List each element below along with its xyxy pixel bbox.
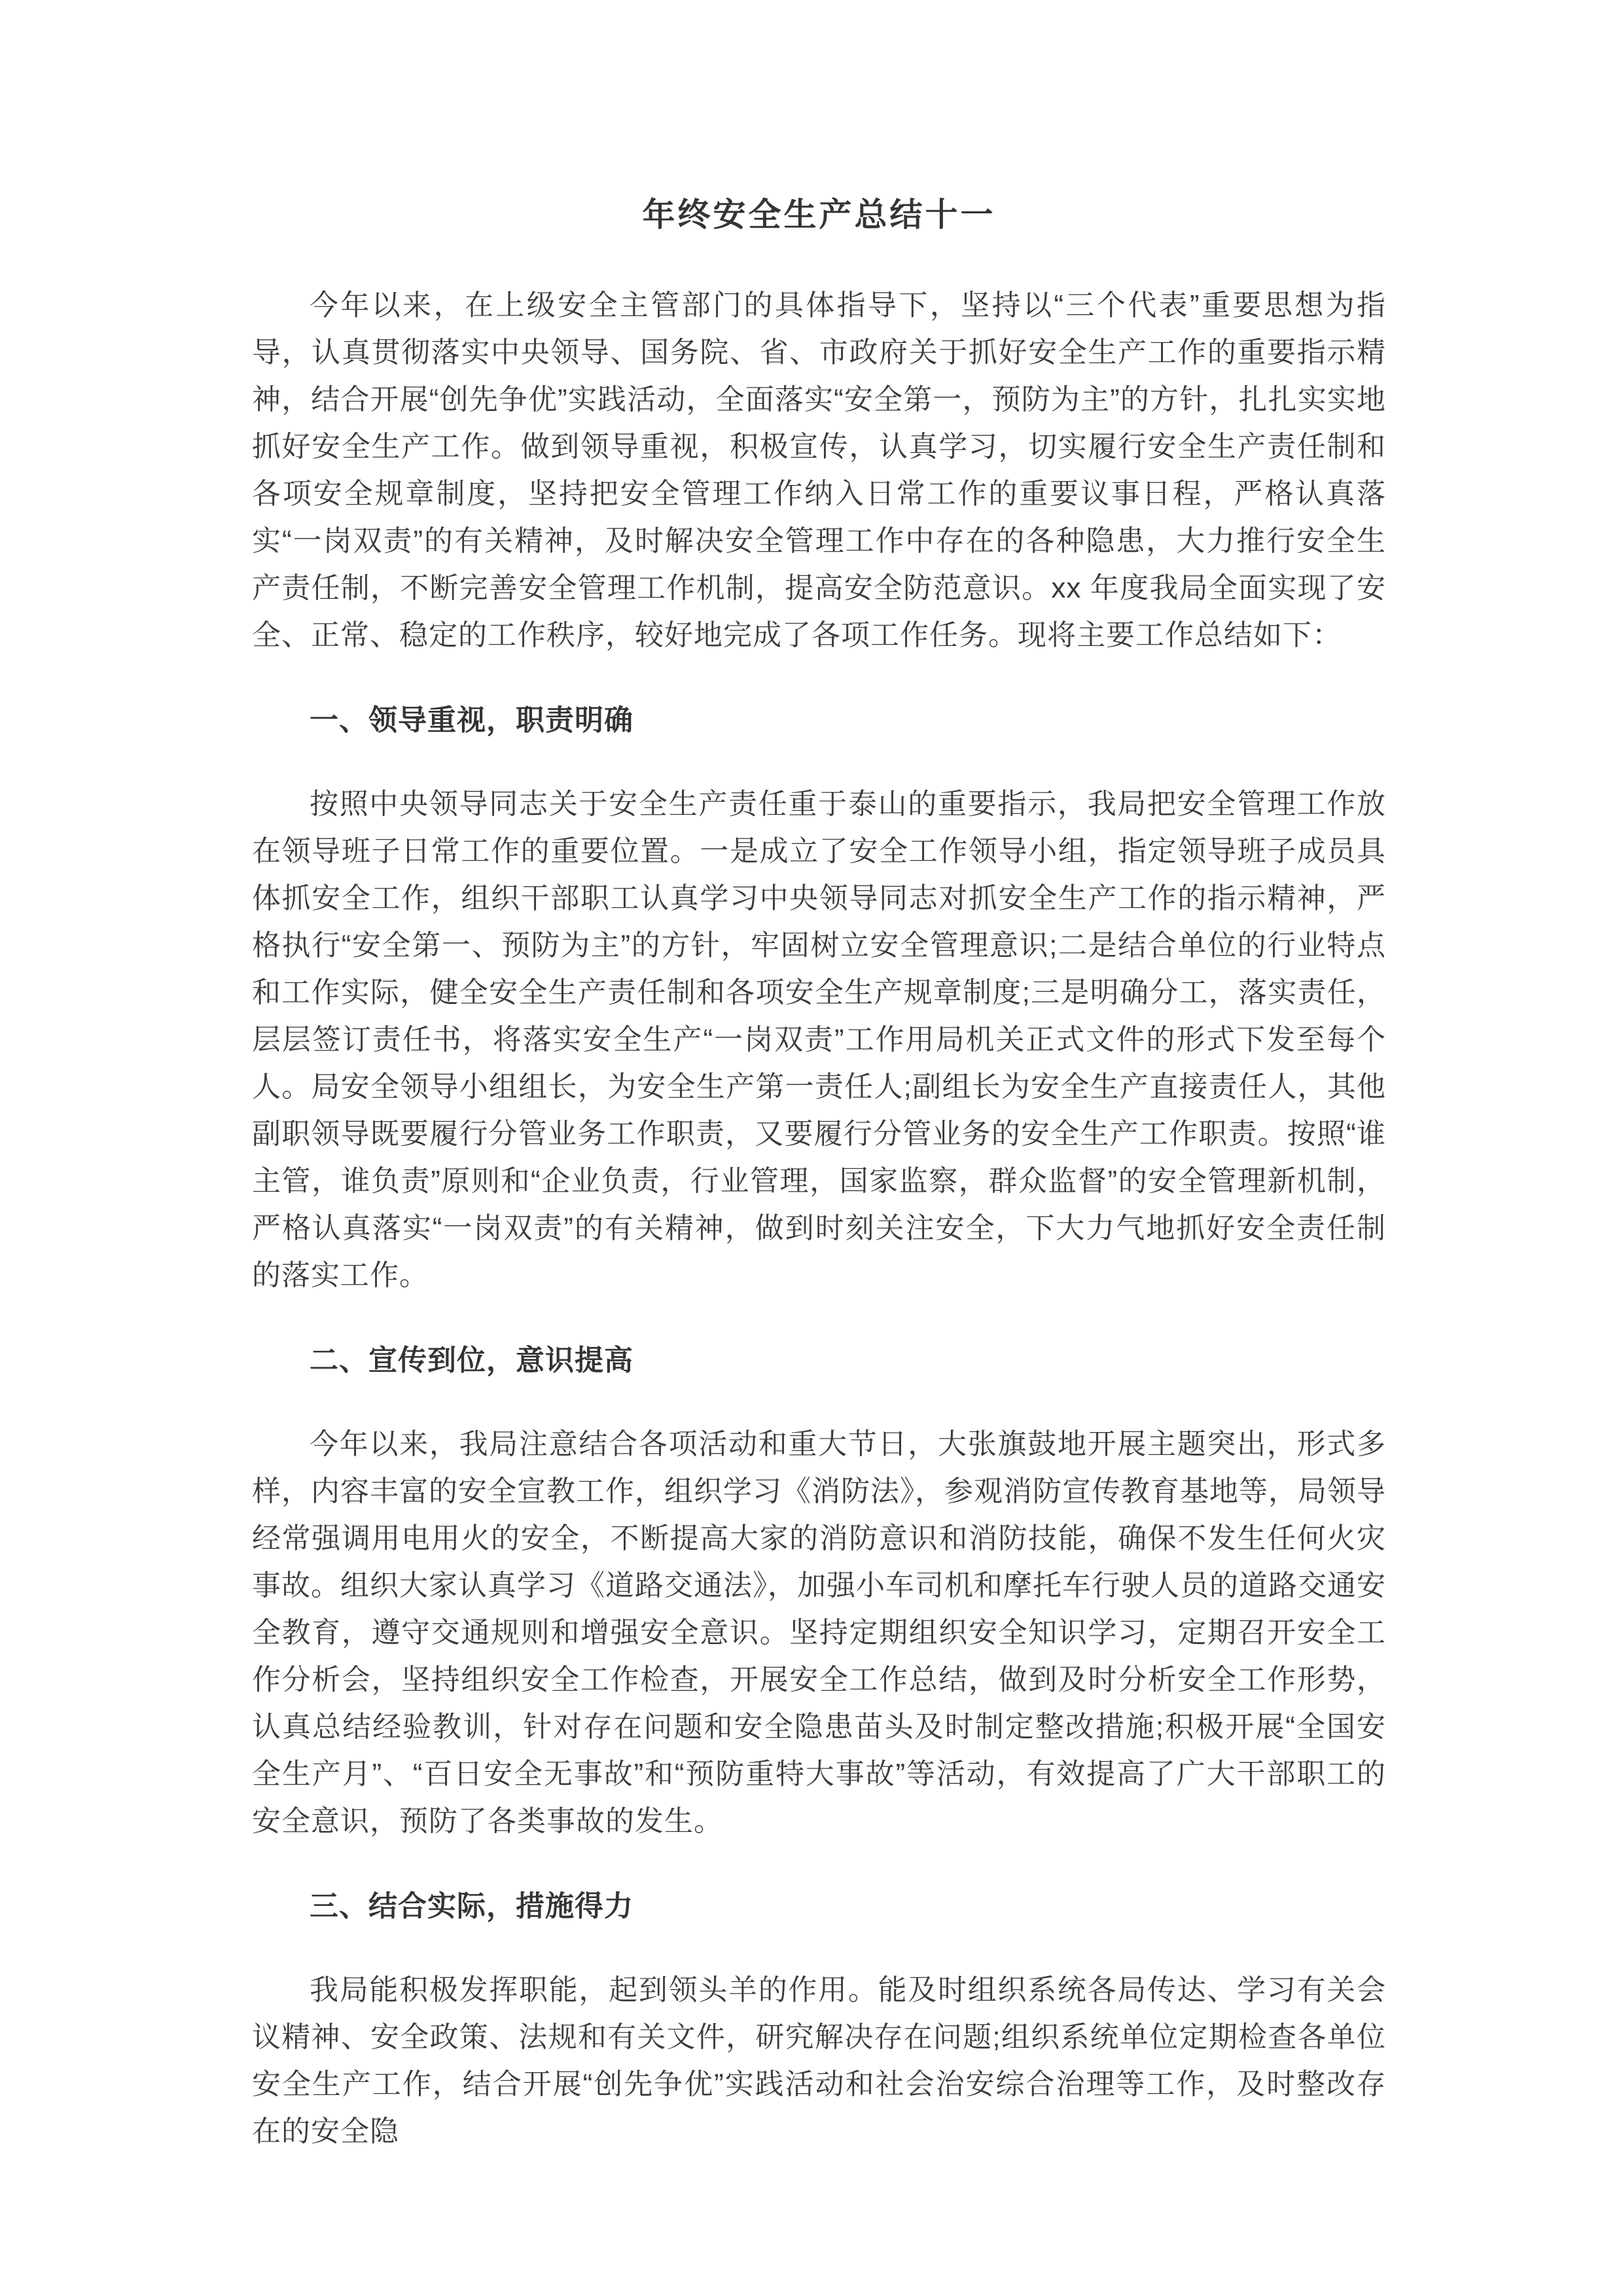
section-1-body: 按照中央领导同志关于安全生产责任重于泰山的重要指示，我局把安全管理工作放在领导班子日常工作的重要位置。一是成立了安全工作领导小组，指定领导班子成员具体抓安全工作，组织干部职工认真学习中央领导同志对抓安全生产工作的指示精神，严格执行“安全第一、预防为主”的方针，牢固树立安全管理意识;二是结合单位的行业特点和工作实际，健全安全生产责任制和各项安全生产规章制度;三是明确分工，落实责任，层层签订责任书，将落实安全生产“一岗双责”工作用局机关正式文件的形式下发至每个人。局安全领导小组组长，为安全生产第一责任人;副组长为安全生产直接责任人，其他副职领导既要履行分管业务工作职责，又要履行分管业务的安全生产工作职责。按照“谁主管，谁负责”原则和“企业负责，行业管理，国家监察，群众监督”的安全管理新机制，严格认真落实“一岗双责”的有关精神，做到时刻关注安全，下大力气地抓好安全责任制的落实工作。 — [252, 788, 1386, 1291]
section-2-body: 今年以来，我局注意结合各项活动和重大节日，大张旗鼓地开展主题突出，形式多样，内容丰富的安全宣教工作，组织学习《消防法》，参观消防宣传教育基地等，局领导经常强调用电用火的安全，不断提高大家的消防意识和消防技能，确保不发生任何火灾事故。组织大家认真学习《道路交通法》，加强小车司机和摩托车行驶人员的道路交通安全教育，遵守交通规则和增强安全意识。坚持定期组织安全知识学习，定期召开安全工作分析会，坚持组织安全工作检查，开展安全工作总结，做到及时分析安全工作形势，认真总结经验教训，针对存在问题和安全隐患苗头及时制定整改措施;积极开展“全国安全生产月”、“百日安全无事故”和“预防重特大事故”等活动，有效提高了广大干部职工的安全意识，预防了各类事故的发生。 — [252, 1428, 1386, 1837]
section-2-heading: 二、宣传到位，意识提高 — [310, 1344, 633, 1376]
intro-paragraph: 今年以来，在上级安全主管部门的具体指导下，坚持以“三个代表”重要思想为指导，认真贯彻落实中央领导、国务院、省、市政府关于抓好安全生产工作的重要指示精神，结合开展“创先争优”实践活动，全面落实“安全第一，预防为主”的方针，扎扎实实地抓好安全生产工作。做到领导重视，积极宣传，认真学习，切实履行安全生产责任制和各项安全规章制度，坚持把安全管理工作纳入日常工作的重要议事日程，严格认真落实“一岗双责”的有关精神，及时解决安全管理工作中存在的各种隐患，大力推行安全生产责任制，不断完善安全管理工作机制，提高安全防范意识。xx 年度我局全面实现了安全、正常、稳定的工作秩序，较好地完成了各项工作任务。现将主要工作总结如下： — [252, 289, 1386, 651]
section-3-heading: 三、结合实际，措施得力 — [310, 1890, 633, 1922]
section-1-heading: 一、领导重视，职责明确 — [310, 704, 633, 736]
section-3-body: 我局能积极发挥职能，起到领头羊的作用。能及时组织系统各局传达、学习有关会议精神、安全政策、法规和有关文件，研究解决存在问题;组织系统单位定期检查各单位安全生产工作，结合开展“创先争优”实践活动和社会治安综合治理等工作，及时整改存在的安全隐 — [252, 1974, 1386, 2147]
page-title: 年终安全生产总结十一 — [642, 196, 996, 233]
